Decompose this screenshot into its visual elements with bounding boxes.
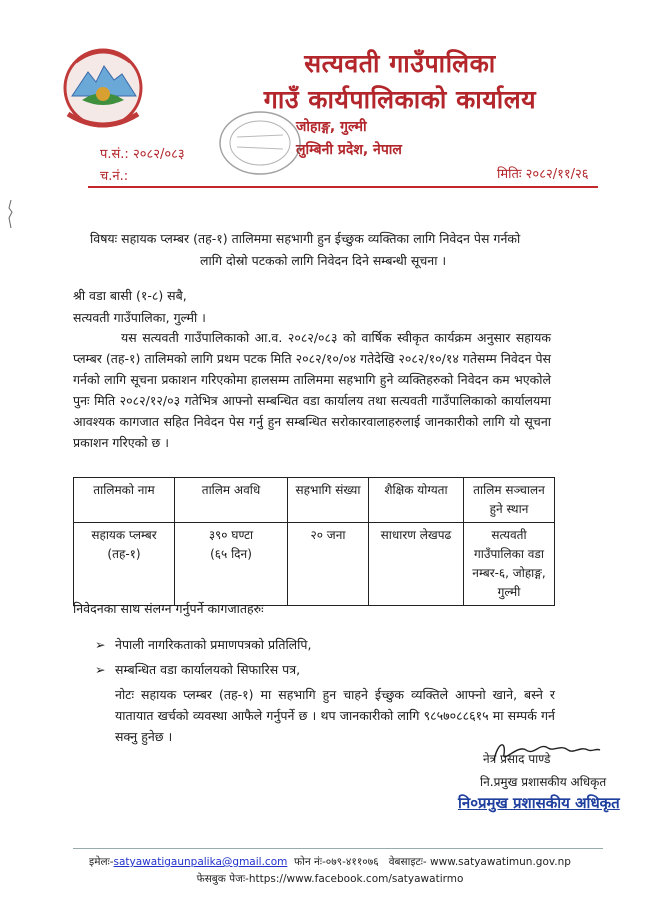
email-label: इमेलः- bbox=[89, 856, 114, 868]
cell-training-name bbox=[74, 523, 175, 606]
office-title: गाउँ कार्यपालिकाको कार्यालय bbox=[263, 85, 537, 114]
address-line-1: जोहाङ्ग, गुल्मी bbox=[296, 119, 367, 135]
col-duration: तालिम अवधि bbox=[175, 478, 288, 523]
addressee-line-1: श्री वडा बासी (१-८) सबै, bbox=[73, 288, 187, 303]
duration-line-1: ३९० घण्टा bbox=[208, 528, 254, 542]
training-name-line-2: (तह-१) bbox=[107, 547, 141, 561]
venue-line-2: नम्बर-६, जोहाङ्ग, गुल्मी bbox=[472, 566, 546, 599]
note-paragraph: नोटः सहायक प्लम्बर (तह-१) मा सहभागि हुन चाहने ईच्छुक व्यक्तिले आफ्नो खाने, बस्ने र यातायात खर्चको व्यवस्था आफैले गर्नुपर्ने छ । थप जानकारीको लागि ९८५७०८८६१५ मा सम्पर्क गर्न सक्नु हुनेछ । bbox=[115, 687, 555, 744]
arrow-bullet-icon: ➢ bbox=[95, 662, 106, 677]
col-qualification: शैक्षिक योग्यता bbox=[369, 478, 464, 523]
document-item-1: नेपाली नागरिकताको प्रमाणपत्रको प्रतिलिपि, bbox=[115, 637, 312, 652]
training-name-line-1: सहायक प्लम्बर bbox=[91, 528, 157, 542]
dispatch-number: च.नं.: bbox=[100, 169, 129, 184]
col-venue: तालिम सञ्चालन हुने स्थान bbox=[464, 478, 555, 523]
arrow-bullet-icon: ➢ bbox=[95, 637, 106, 652]
footer-divider bbox=[73, 848, 603, 849]
cell-participants: २० जना bbox=[288, 523, 369, 606]
duration-line-2: (६५ दिन) bbox=[210, 547, 252, 561]
list-item bbox=[95, 636, 311, 653]
signatory-name: नेत्र प्रसाद पाण्डे bbox=[483, 752, 551, 766]
subject-line-2: लागि दोस्रो पटकको लागि निवेदन दिने सम्बन्धी सूचना । bbox=[200, 253, 447, 268]
list-item bbox=[95, 661, 300, 678]
venue-line-1: सत्यवती गाउँपालिका वडा bbox=[474, 528, 544, 561]
municipality-title: सत्यवती गाउँपालिका bbox=[304, 49, 496, 78]
cell-qualification: साधारण लेखपढ bbox=[369, 523, 464, 606]
documents-title: निवेदनका साथ संलग्न गर्नुपर्ने कागजातहरुः bbox=[73, 601, 264, 616]
email-link[interactable]: satyawatigaunpalika@gmail.com bbox=[113, 856, 288, 868]
notice-body: यस सत्यवती गाउँपालिकाको आ.व. २०८२/०८३ को वार्षिक स्वीकृत कार्यक्रम अनुसार सहायक प्लम्बर (तह-१) तालिमको लागि प्रथम पटक मिति २०८२/१०/०४ गतेदेखि २०८२/१०/१४ गतेसम्म निवेदन पेस गर्नको लागि सूचना प्रकाशन गरिएकोमा हालसम्म तालिममा सहभागि हुने व्यक्तिहरुको निवेदन कम भएकोले पुनः मिति २०८२/१२/०३ गतेभित्र आफ्नो सम्बन्धित वडा कार्यालय तथा सत्यवती गाउँपालिकाको कार्यालयमा आवश्यक कागजात सहित निवेदन पेस गर्नु हुन सम्बन्धित सरोकारवालाहरुलाई जानकारीको लागि यो सूचना प्रकाशन गरिएको छ । bbox=[73, 330, 551, 450]
training-details-table bbox=[73, 477, 555, 606]
signatory-designation: नि.प्रमुख प्रशासकीय अधिकृत bbox=[480, 775, 607, 789]
website-link[interactable]: वेबसाइटः- www.satyawatimun.gov.np bbox=[388, 856, 571, 868]
reference-number: प.सं.: २०८२/०८३ bbox=[100, 147, 185, 162]
nepal-emblem-logo bbox=[60, 44, 146, 136]
col-participants: सहभागि संख्या bbox=[288, 478, 369, 523]
margin-mark-icon bbox=[8, 200, 14, 228]
cell-duration bbox=[175, 523, 288, 606]
subject-block bbox=[90, 228, 600, 272]
footer-contact bbox=[60, 855, 600, 869]
table-row bbox=[74, 523, 555, 606]
document-item-2: सम्बन्धित वडा कार्यालयको सिफारिस पत्र, bbox=[115, 662, 301, 677]
table-header-row bbox=[74, 478, 555, 523]
addressee-line-2: सत्यवती गाउँपालिका, गुल्मी । bbox=[73, 310, 206, 325]
address-line-2: लुम्बिनी प्रदेश, नेपाल bbox=[296, 142, 402, 158]
letter-date: मितिः २०८२/११/२६ bbox=[497, 167, 589, 182]
office-seal-stamp bbox=[215, 107, 305, 179]
cell-venue bbox=[464, 523, 555, 606]
subject-line-1: विषयः सहायक प्लम्बर (तह-१) तालिममा सहभागी हुन ईच्छुक व्यक्तिका लागि निवेदन पेस गर्नको bbox=[90, 231, 521, 246]
header-divider bbox=[88, 186, 598, 188]
phone-number: फोन नंः-०७९-४११०७६ bbox=[294, 856, 379, 868]
designation-stamp: नि०प्रमुख प्रशासकीय अधिकृत bbox=[458, 794, 620, 812]
col-training-name: तालिमको नाम bbox=[74, 478, 175, 523]
facebook-page[interactable]: फेसबुक पेजः-https://www.facebook.com/satyawatirmo bbox=[196, 873, 464, 885]
